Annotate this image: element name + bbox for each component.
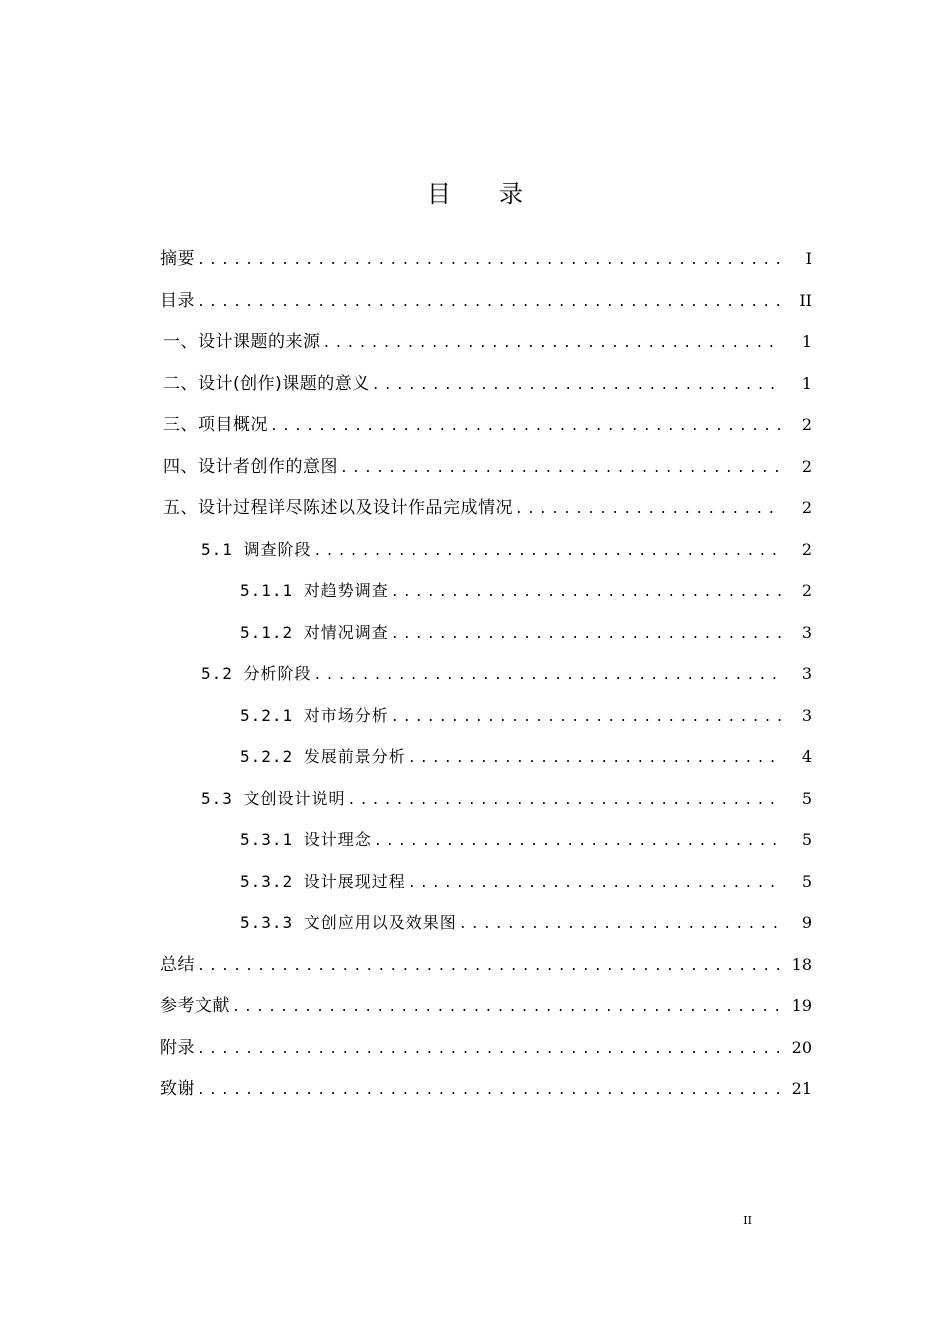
dot-leader: [391, 614, 782, 656]
toc-entry-label: 五、设计过程详尽陈述以及设计作品完成情况: [163, 498, 513, 518]
toc-entry-label: 三、项目概况: [163, 415, 268, 435]
toc-entry[interactable]: [0, 736, 950, 778]
toc-entry-page: II: [799, 290, 812, 310]
toc-entry-page: 2: [801, 539, 812, 559]
toc-entry-label: 5.3 文创设计说明: [201, 788, 346, 808]
toc-entry[interactable]: [0, 321, 950, 363]
toc-entry-label: 致谢: [160, 1079, 195, 1099]
toc-entry-label: 5.3.3 文创应用以及效果图: [240, 913, 457, 932]
dot-leader: [323, 323, 783, 365]
dot-leader: [408, 738, 782, 780]
toc-entry-label: 四、设计者创作的意图: [163, 456, 338, 477]
toc-entry-page: 4: [801, 747, 812, 766]
toc-entry[interactable]: [0, 570, 950, 612]
dot-leader: [459, 904, 782, 946]
toc-entry-page: I: [805, 249, 812, 268]
toc-entry-page: 2: [801, 581, 812, 600]
toc-entry-page: 1: [801, 373, 812, 393]
toc-entry-page: 2: [801, 456, 812, 476]
dot-leader: [408, 863, 782, 905]
toc-heading: [0, 176, 950, 212]
toc-entry-label: 二、设计(创作)课题的意义: [163, 373, 370, 394]
toc-entry-page: 19: [791, 996, 812, 1015]
toc-heading-char-2: 录: [499, 180, 523, 208]
toc-list: [0, 238, 950, 1110]
dot-leader: [372, 365, 782, 407]
dot-leader: [314, 655, 782, 697]
dot-leader: [340, 448, 782, 490]
toc-entry[interactable]: [0, 280, 950, 322]
toc-entry[interactable]: [0, 653, 950, 695]
toc-entry-page: 5: [801, 871, 812, 891]
dot-leader: [197, 282, 782, 324]
toc-entry[interactable]: [0, 985, 950, 1027]
toc-entry-page: 20: [791, 1037, 812, 1057]
toc-entry[interactable]: [0, 404, 950, 446]
dot-leader: [314, 531, 782, 573]
toc-entry-label: 附录: [160, 1037, 195, 1058]
dot-leader: [232, 987, 782, 1029]
toc-entry[interactable]: [0, 861, 950, 903]
toc-entry[interactable]: [0, 446, 950, 488]
toc-entry[interactable]: [0, 902, 950, 944]
dot-leader: [391, 572, 782, 614]
dot-leader: [270, 406, 782, 448]
toc-entry-label: 参考文献: [160, 996, 230, 1016]
toc-entry-page: 3: [801, 664, 812, 683]
dot-leader: [391, 697, 782, 739]
toc-entry[interactable]: [0, 1068, 950, 1110]
toc-entry-label: 总结: [160, 954, 195, 975]
toc-entry-label: 5.1.1 对趋势调查: [240, 581, 389, 600]
dot-leader: [515, 489, 782, 531]
toc-entry-page: 3: [801, 705, 812, 725]
toc-entry-page: 1: [801, 332, 812, 351]
toc-entry[interactable]: [0, 529, 950, 571]
toc-entry-page: 5: [801, 830, 812, 849]
dot-leader: [197, 1029, 782, 1071]
toc-entry[interactable]: [0, 778, 950, 820]
toc-entry-page: 9: [801, 913, 812, 932]
toc-entry-label: 5.1 调查阶段: [201, 539, 312, 559]
toc-entry-label: 一、设计课题的来源: [163, 332, 321, 352]
toc-entry[interactable]: [0, 487, 950, 529]
toc-entry-label: 5.2.1 对市场分析: [240, 705, 389, 725]
toc-entry[interactable]: [0, 238, 950, 280]
toc-entry-label: 5.2.2 发展前景分析: [240, 747, 406, 766]
toc-entry-page: 18: [791, 954, 812, 974]
toc-entry[interactable]: [0, 612, 950, 654]
toc-entry-page: 5: [801, 788, 812, 808]
page-footer-number: II: [743, 1214, 752, 1227]
dot-leader: [197, 240, 782, 282]
toc-entry-label: 5.2 分析阶段: [201, 664, 312, 683]
toc-entry-label: 5.1.2 对情况调查: [240, 622, 389, 642]
dot-leader: [197, 1070, 782, 1112]
toc-entry-page: 3: [801, 622, 812, 642]
toc-entry-label: 摘要: [160, 249, 195, 269]
toc-entry[interactable]: [0, 1027, 950, 1069]
toc-entry-label: 5.3.1 设计理念: [240, 830, 372, 849]
dot-leader: [197, 946, 782, 988]
toc-entry[interactable]: [0, 944, 950, 986]
toc-entry-label: 5.3.2 设计展现过程: [240, 871, 406, 891]
toc-entry-page: 21: [791, 1079, 812, 1098]
toc-entry-page: 2: [801, 415, 812, 434]
toc-heading-char-1: 目: [427, 180, 451, 208]
toc-entry[interactable]: [0, 819, 950, 861]
toc-entry-label: 目录: [160, 290, 195, 311]
dot-leader: [348, 780, 782, 822]
dot-leader: [374, 821, 782, 863]
toc-entry-page: 2: [801, 498, 812, 517]
toc-entry[interactable]: [0, 363, 950, 405]
toc-entry[interactable]: [0, 695, 950, 737]
